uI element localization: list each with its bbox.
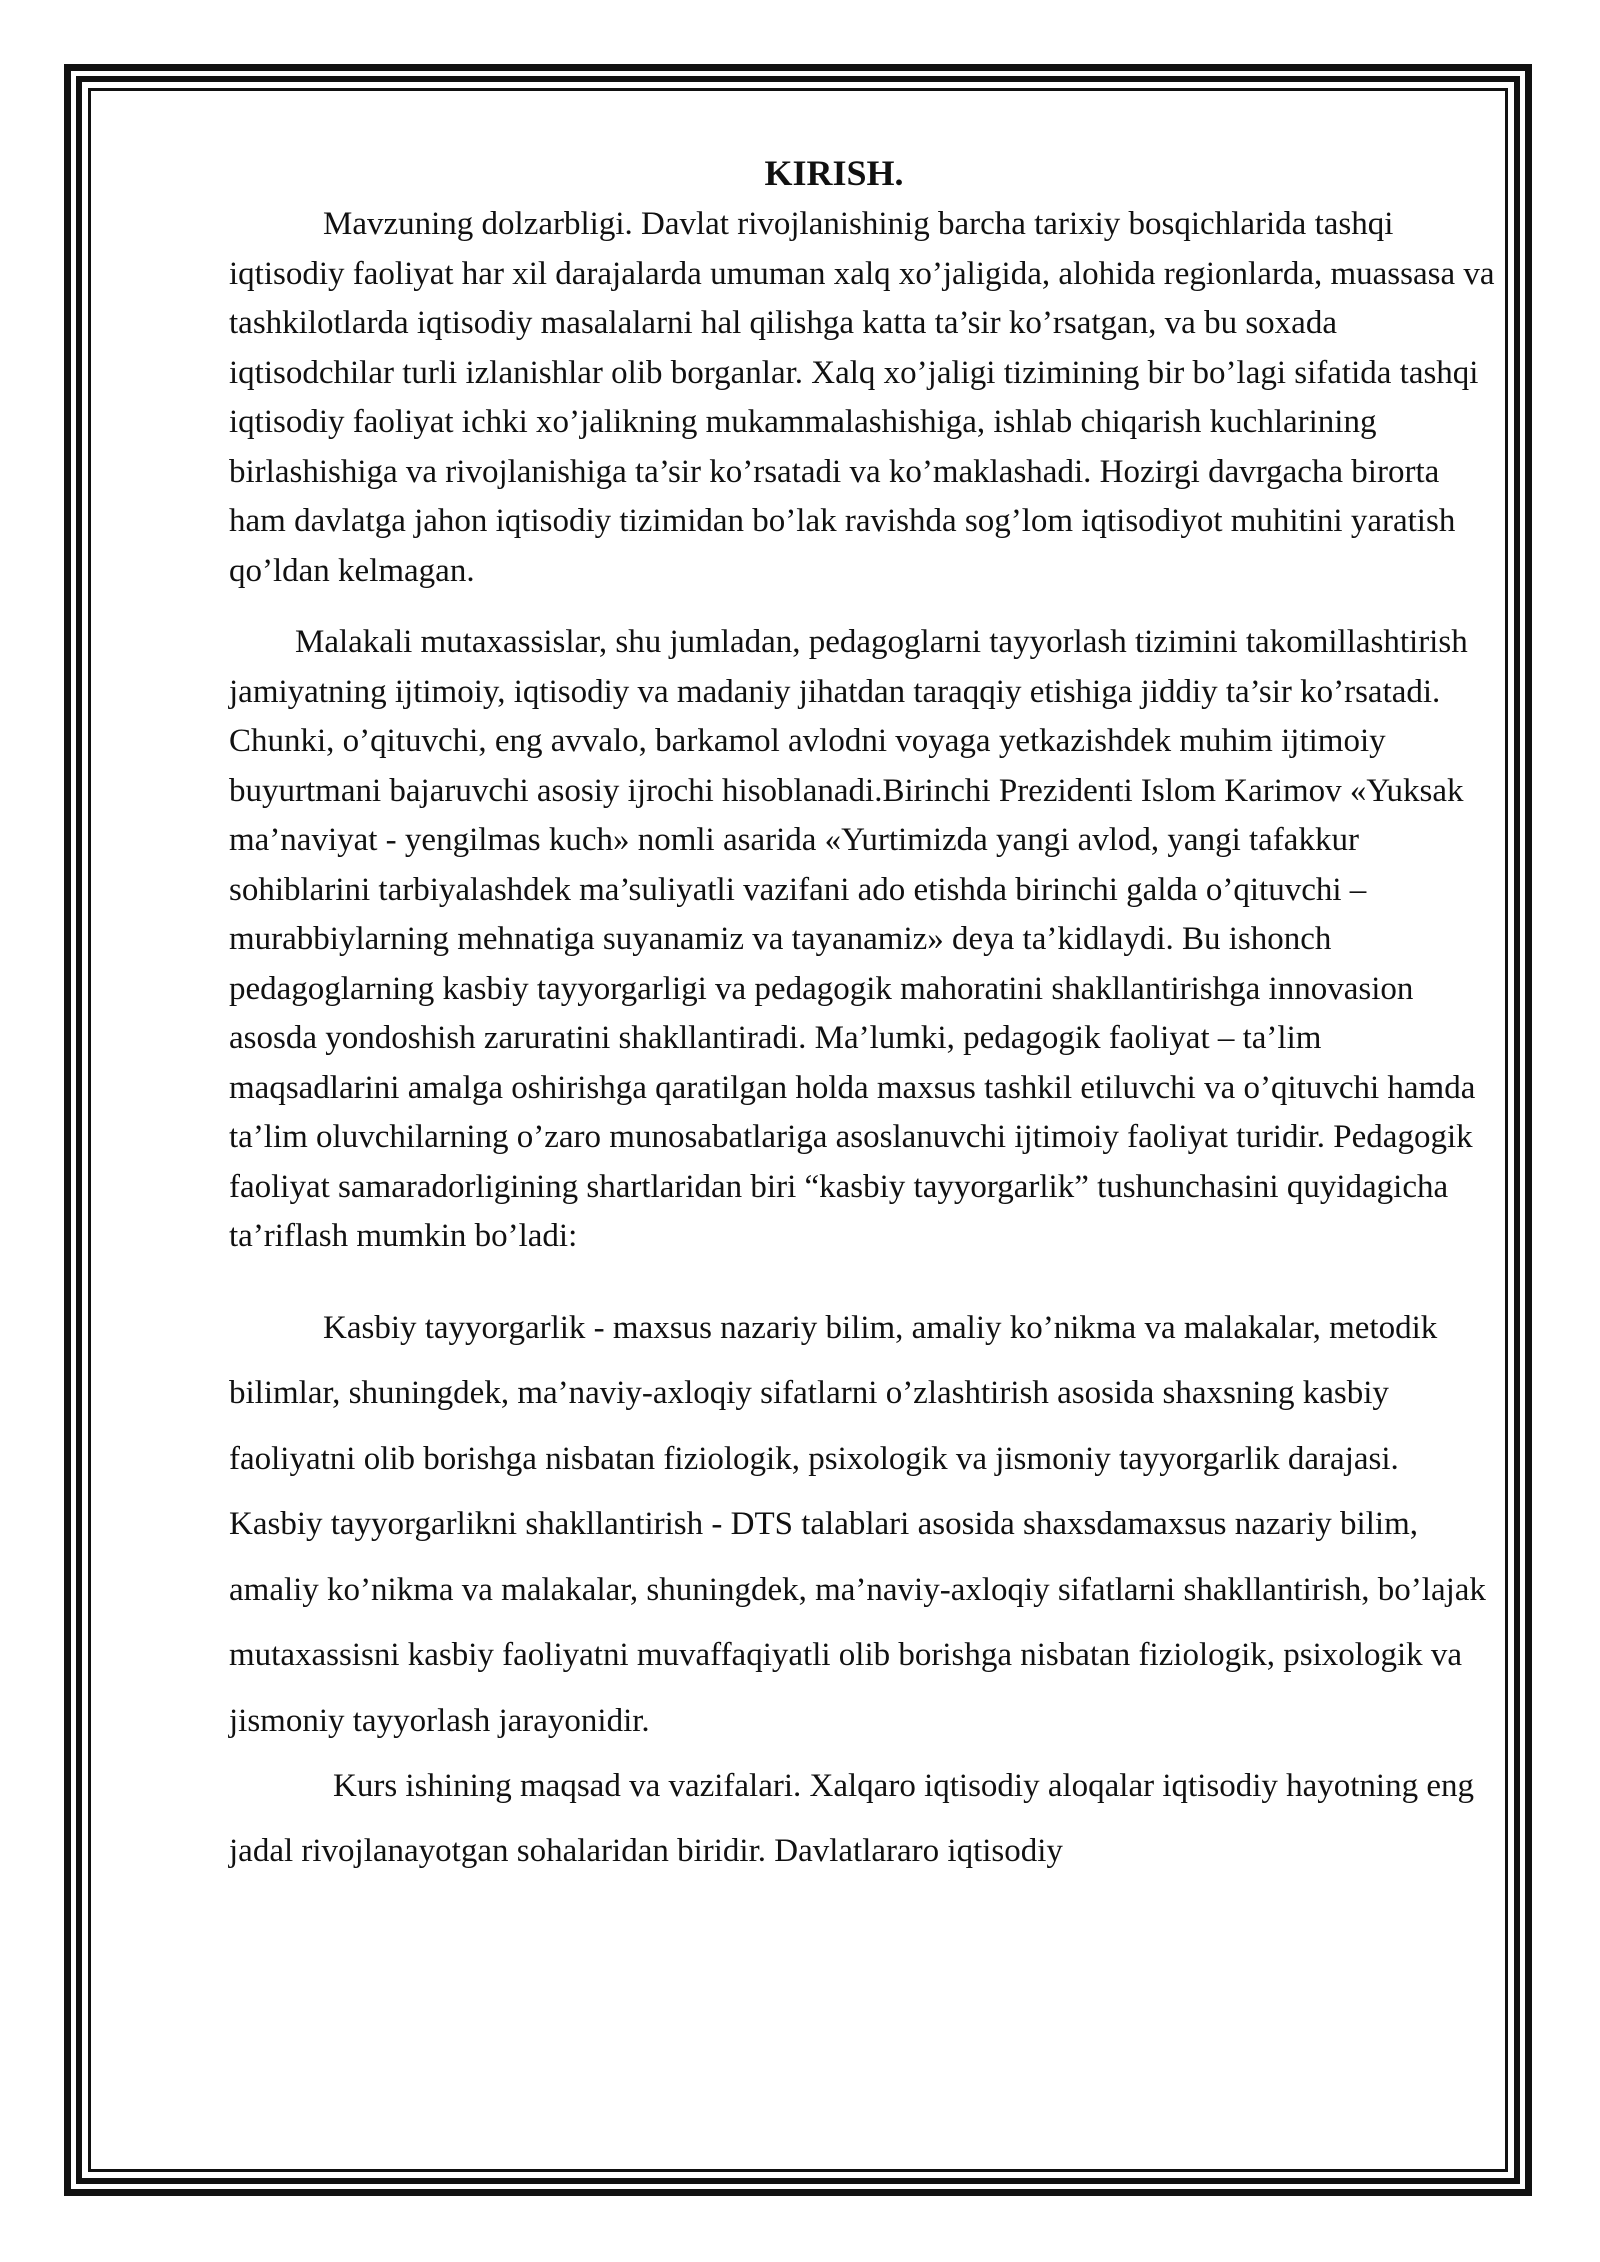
paragraph-specialists: Malakali mutaxassislar, shu jumladan, pedagoglarni tayyorlash tizimini takomillashtirish jamiyatning ijtimoiy, iqtisodiy va madaniy jihatdan taraqqiy etishiga jiddiy ta’sir ko’rsatadi. Chunki, o’qituvchi, eng avvalo, barkamol avlodni voyaga yetkazishdek muhim ijtimoiy buyurtmani bajaruvchi asosiy ijrochi hisoblanadi.Birinchi Prezidenti Islom Karimov «Yuksak ma’naviyat - yengilmas kuch» nomli asarida «Yurtimizda yangi avlod, yangi tafakkur sohiblarini tarbiyalashdek ma’suliyatli vazifani ado etishda birinchi galda o’qituvchi – murabbiylarning mehnatiga suyanamiz va tayanamiz» deya ta’kidlaydi. Bu ishonch pedagoglarning kasbiy tayyorgarligi va pedagogik mahoratini shakllantirishga innovasion asosda yondoshish zaruratini shakllantiradi. Ma’lumki, pedagogik faoliyat – ta’lim maqsadlarini amalga oshirishga qaratilgan holda maxsus tashkil etiluvchi va o’qituvchi hamda ta’lim oluvchilarning o’zaro munosabatlariga asoslanuvchi ijtimoiy faoliyat turidir. Pedagogik faoliyat samaradorligining shartlaridan biri “kasbiy tayyorgarlik” tushunchasini quyidagicha ta’riflash mumkin bo’ladi: bbox=[229, 624, 1476, 1254]
title-text: KIRISH bbox=[764, 153, 895, 193]
document-body bbox=[229, 150, 1499, 1884]
paragraph-relevance: Mavzuning dolzarbligi. Davlat rivojlanishinig barcha tarixiy bosqichlarida tashqi iqtisodiy faoliyat har xil darajalarda umuman xalq xo’jaligida, alohida regionlarda, muassasa va tashkilotlarda iqtisodiy masalalarni hal qilishga katta ta’sir ko’rsatgan, va bu soxada iqtisodchilar turli izlanishlar olib borganlar. Xalq xo’jaligi tizimining bir bo’lagi sifatida tashqi iqtisodiy faoliyat ichki xo’jalikning mukammalashishiga, ishlab chiqarish kuchlarining birlashishiga va rivojlanishiga ta’sir ko’rsatadi va ko’maklashadi. Hozirgi davrgacha birorta ham davlatga jahon iqtisodiy tizimidan bo’lak ravishda sog’lom iqtisodiyot muhitini yaratish qo’ldan kelmagan. bbox=[229, 206, 1495, 589]
page-title bbox=[229, 150, 1499, 196]
paragraph-professional-readiness: Kasbiy tayyorgarlik - maxsus nazariy bilim, amaliy ko’nikma va malakalar, metodik bilimlar, shuningdek, ma’naviy-axloqiy sifatlarni o’zlashtirish asosida shaxsning kasbiy faoliyatni olib borishga nisbatan fiziologik, psixologik va jismoniy tayyorgarlik darajasi. Kasbiy tayyorgarlikni shakllantirish - DTS talablari asosida shaxsdamaxsus nazariy bilim, amaliy ko’nikma va malakalar, shuningdek, ma’naviy-axloqiy sifatlarni shakllantirish, bo’lajak mutaxassisni kasbiy faoliyatni muvaffaqiyatli olib borishga nisbatan fiziologik, psixologik va jismoniy tayyorlash jarayonidir. bbox=[229, 1309, 1486, 1739]
title-period: . bbox=[894, 153, 904, 193]
paragraph-course-goals: Kurs ishining maqsad va vazifalari. Xalqaro iqtisodiy aloqalar iqtisodiy hayotning eng jadal rivojlanayotgan sohalaridan biridir. Davlatlararo iqtisodiy bbox=[229, 1768, 1474, 1869]
